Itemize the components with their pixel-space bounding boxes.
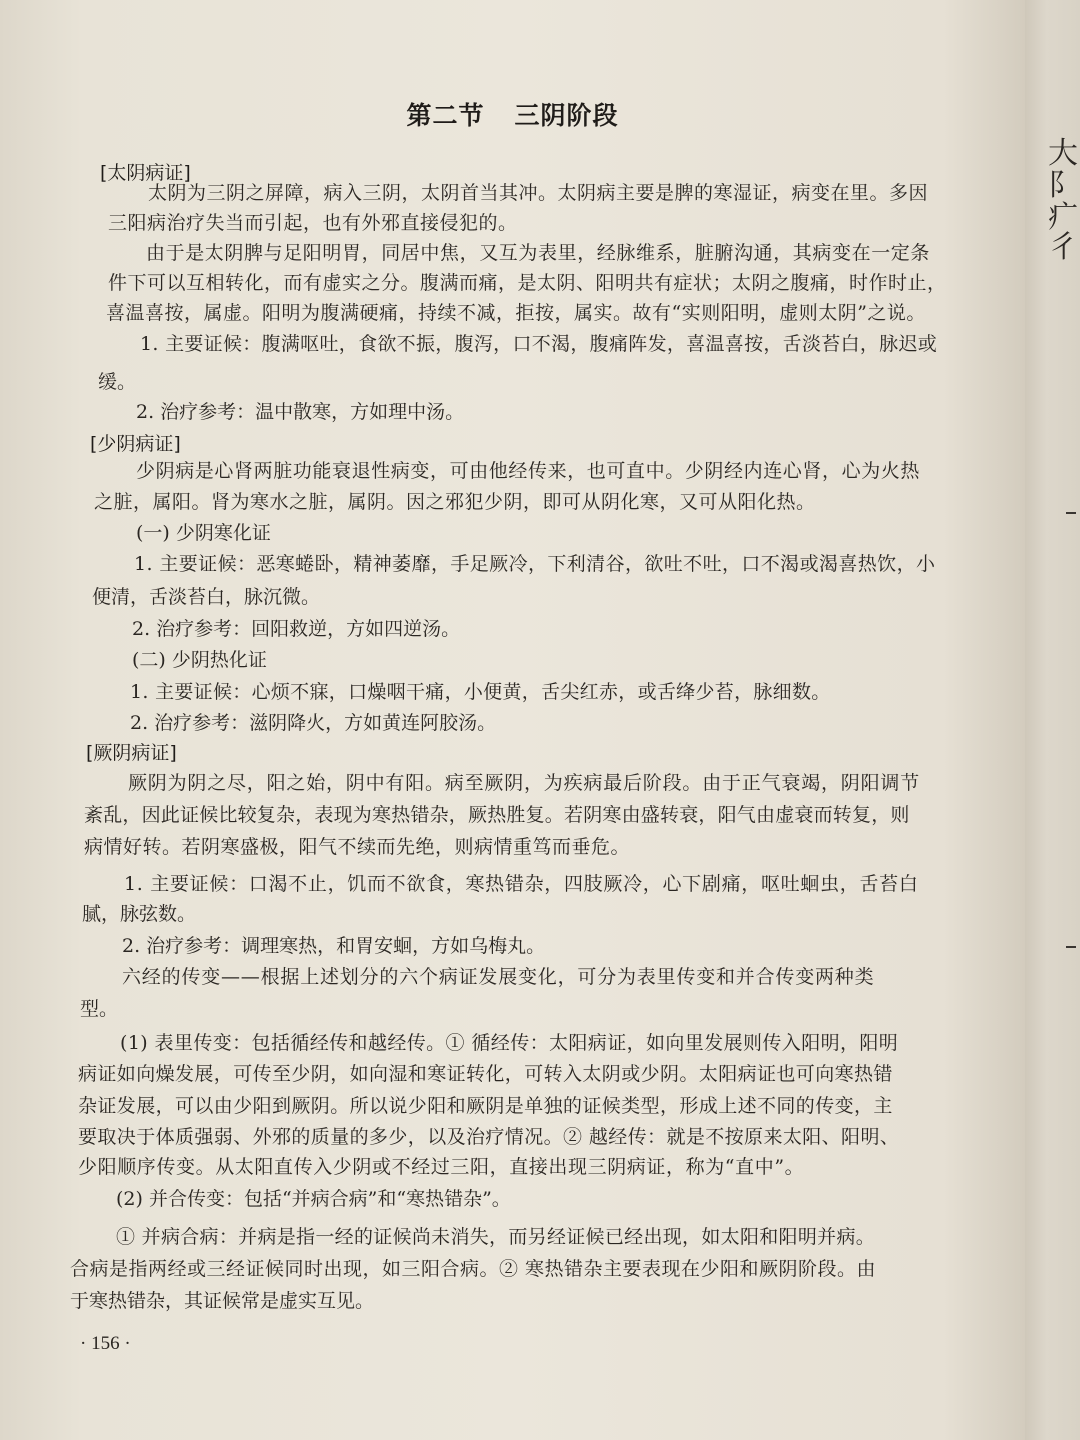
text-line: 1. 主要证候：恶寒蜷卧，精神萎靡，手足厥冷，下利清谷，欲吐不吐，口不渴或渴喜热饮，小 bbox=[134, 553, 936, 575]
text-line: 由于是太阴脾与足阳明胃，同居中焦，又互为表里，经脉维系，脏腑沟通，其病变在一定条 bbox=[146, 242, 931, 264]
text-line: 件下可以互相转化，而有虚实之分。腹满而痛，是太阴、阳明共有症状；太阴之腹痛，时作时止， bbox=[108, 272, 947, 294]
section-name: 三阴阶段 bbox=[514, 101, 619, 130]
page-number: · 156 · bbox=[80, 1333, 131, 1354]
text-line: 腻，脉弦数。 bbox=[82, 903, 197, 925]
text-line: 少阳顺序传变。从太阳直传入少阴或不经过三阳，直接出现三阴病证，称为“直中”。 bbox=[78, 1156, 805, 1178]
cropped-glyph: 彳 bbox=[1048, 230, 1078, 265]
text-line: 2. 治疗参考：滋阴降火，方如黄连阿胶汤。 bbox=[130, 712, 497, 734]
text-line: 杂证发展，可以由少阳到厥阴。所以说少阳和厥阴是单独的证候类型，形成上述不同的传变，主 bbox=[78, 1095, 893, 1117]
heading-jueyin: [厥阴病证] bbox=[86, 742, 177, 764]
text-line: 2. 治疗参考：温中散寒，方如理中汤。 bbox=[136, 401, 465, 423]
heading-shaoyin: [少阴病证] bbox=[90, 433, 181, 455]
text-line: 2. 治疗参考：回阳救逆，方如四逆汤。 bbox=[132, 618, 461, 640]
edge-mark bbox=[1066, 512, 1076, 514]
text-line: 太阴为三阴之屏障，病入三阴，太阴首当其冲。太阴病主要是脾的寒湿证，病变在里。多因 bbox=[148, 182, 929, 204]
text-line: 便清，舌淡苔白，脉沉微。 bbox=[92, 586, 321, 608]
text-line: ① 并病合病：并病是指一经的证候尚未消失，而另经证候已经出现，如太阳和阳明并病。 bbox=[116, 1226, 876, 1248]
text-line: 1. 主要证候：口渴不止，饥而不欲食，寒热错杂，四肢厥冷，心下剧痛，呕吐蛔虫，舌苔白 bbox=[124, 873, 919, 895]
cropped-glyph: 大 bbox=[1048, 136, 1078, 171]
text-line: (二) 少阴热化证 bbox=[132, 649, 267, 671]
section-title bbox=[0, 96, 1025, 132]
text-line: 2. 治疗参考：调理寒热，和胃安蛔，方如乌梅丸。 bbox=[122, 935, 546, 957]
text-line: 紊乱，因此证候比较复杂，表现为寒热错杂，厥热胜复。若阴寒由盛转衰，阳气由虚衰而转复，则 bbox=[84, 804, 910, 826]
text-line: 之脏，属阳。肾为寒水之脏，属阴。因之邪犯少阴，即可从阴化寒，又可从阳化热。 bbox=[94, 491, 816, 513]
heading-taiyin: [太阴病证] bbox=[100, 162, 191, 184]
text-line: 厥阴为阴之尽，阳之始，阴中有阳。病至厥阴，为疾病最后阶段。由于正气衰竭，阴阳调节 bbox=[128, 772, 921, 794]
text-line: 病证如向燥发展，可传至少阴，如向湿和寒证转化，可转入太阴或少阴。太阳病证也可向寒热错 bbox=[78, 1063, 893, 1085]
cropped-glyph: 阝 bbox=[1048, 168, 1078, 203]
text-line: 合病是指两经或三经证候同时出现，如三阳合病。② 寒热错杂主要表现在少阳和厥阴阶段。由 bbox=[70, 1258, 877, 1280]
text-line: 于寒热错杂，其证候常是虚实互见。 bbox=[70, 1290, 375, 1312]
text-line: 型。 bbox=[80, 998, 119, 1020]
text-line: 缓。 bbox=[98, 371, 137, 393]
text-line: 少阴病是心肾两脏功能衰退性病变，可由他经传来，也可直中。少阴经内连心肾，心为火热 bbox=[136, 460, 921, 482]
section-number: 第二节 bbox=[406, 101, 485, 130]
text-line: 要取决于体质强弱、外邪的质量的多少，以及治疗情况。② 越经传：就是不按原来太阳、阳明、 bbox=[78, 1126, 900, 1148]
text-line: (1) 表里传变：包括循经传和越经传。① 循经传：太阳病证，如向里发展则传入阳明，阳明 bbox=[120, 1032, 899, 1054]
text-line: 喜温喜按，属虚。阳明为腹满硬痛，持续不减，拒按，属实。故有“实则阳明，虚则太阴”之说。 bbox=[106, 302, 926, 324]
cropped-glyph: 疒 bbox=[1048, 200, 1078, 235]
text-line: 1. 主要证候：心烦不寐，口燥咽干痛，小便黄，舌尖红赤，或舌绛少苔，脉细数。 bbox=[130, 681, 831, 703]
text-line: (2) 并合传变：包括“并病合病”和“寒热错杂”。 bbox=[116, 1188, 511, 1210]
text-line: 1. 主要证候：腹满呕吐，食欲不振，腹泻，口不渴，腹痛阵发，喜温喜按，舌淡苔白，脉迟或 bbox=[140, 333, 938, 355]
text-line: (一) 少阴寒化证 bbox=[136, 522, 271, 544]
text-line: 六经的传变——根据上述划分的六个病证发展变化，可分为表里传变和并合传变两种类 bbox=[122, 966, 875, 988]
text-line: 三阳病治疗失当而引起，也有外邪直接侵犯的。 bbox=[108, 212, 518, 234]
text-line: 病情好转。若阴寒盛极，阳气不续而先绝，则病情重笃而垂危。 bbox=[84, 836, 631, 858]
adjacent-page-edge bbox=[1025, 0, 1080, 1440]
edge-mark bbox=[1066, 946, 1076, 948]
